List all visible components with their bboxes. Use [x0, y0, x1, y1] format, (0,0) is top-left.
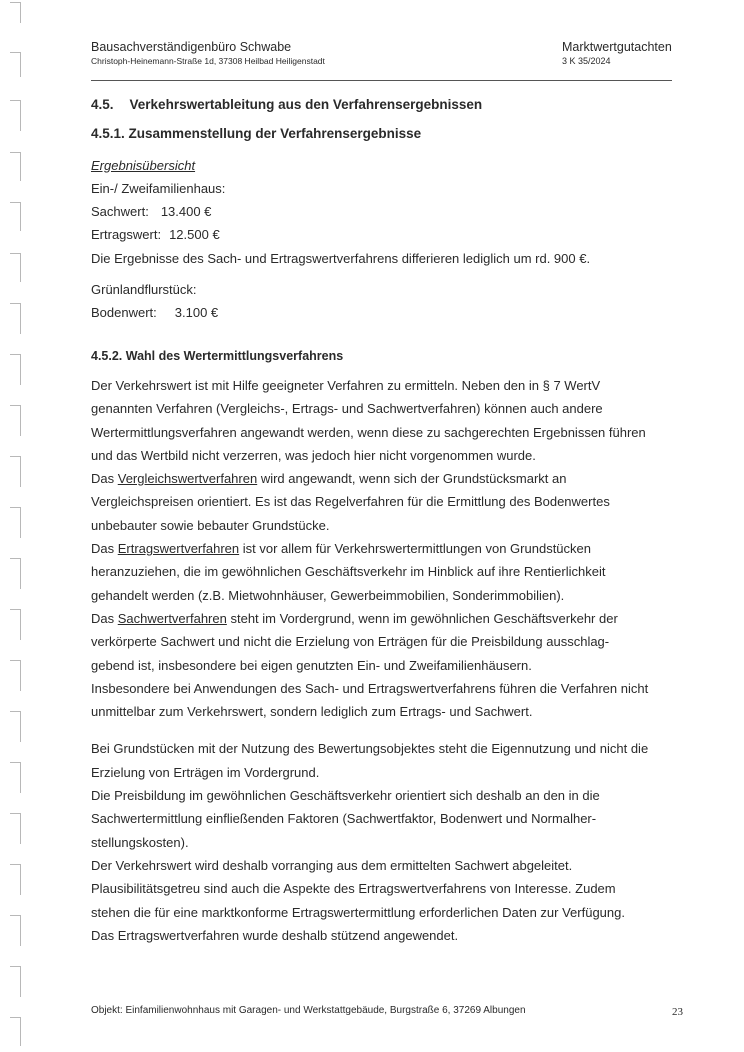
binder-mark — [10, 813, 21, 844]
binder-mark — [10, 609, 21, 640]
subsection-heading-2 — [91, 345, 691, 368]
document-type: Marktwertgutachten — [562, 40, 672, 54]
binder-mark — [10, 660, 21, 691]
text-line: gebend ist, insbesondere bei eigen genutzten Ein- und Zweifamilienhäusern. — [91, 657, 532, 673]
section-heading — [91, 93, 691, 116]
text-line: Der Verkehrswert ist mit Hilfe geeigneter Verfahren zu ermitteln. Neben den in § 7 WertV — [91, 377, 601, 393]
text-line: unbebauter sowie bebauter Grundstücke. — [91, 517, 330, 533]
binder-mark — [10, 711, 21, 742]
subsection-number: 4.5.2. — [91, 348, 123, 363]
binder-edge — [6, 0, 26, 1052]
binder-mark — [10, 303, 21, 334]
sachwert-label: Sachwert: — [91, 204, 149, 220]
text-line: Das Sachwertverfahren steht im Vordergrund, wenn im gewöhnlichen Geschäftsverkehr der — [91, 610, 618, 626]
text-line: unmittelbar zum Verkehrswert, sondern lediglich zum Ertrags- und Sachwert. — [91, 704, 533, 720]
text-line: stehen die für eine marktkonforme Ertragswertermittlung erforderlichen Daten zur Verfügung. — [91, 904, 625, 920]
subsection-number: 4.5.1. — [91, 126, 125, 142]
bodenwert-label: Bodenwert: — [91, 305, 157, 321]
subsection-title: Zusammenstellung der Verfahrensergebnisse — [128, 126, 422, 142]
binder-mark — [10, 1017, 21, 1046]
binder-mark — [10, 2, 21, 23]
binder-mark — [10, 966, 21, 997]
difference-note: Die Ergebnisse des Sach- und Ertragswertverfahrens differieren lediglich um rd. 900 €. — [91, 250, 591, 266]
text-line: Bei Grundstücken mit der Nutzung des Bewertungsobjektes steht die Eigennutzung und nicht die — [91, 741, 649, 757]
sachwert-value: 13.400 € — [160, 204, 212, 220]
text-line: heranzuziehen, die im gewöhnlichen Geschäftsverkehr im Hinblick auf ihre Rentierlichkeit — [91, 564, 606, 580]
text-line: Wertermittlungsverfahren angewandt werden, wenn diese zu sachgerechten Ergebnissen führen — [91, 424, 646, 440]
binder-mark — [10, 52, 21, 77]
binder-mark — [10, 405, 21, 436]
text-line: Erzielung von Erträgen im Vordergrund. — [91, 764, 320, 780]
page-header — [91, 40, 672, 81]
land-label: Grünlandflurstück: — [91, 282, 197, 298]
text-line: und das Wertbild nicht verzerren, was jedoch hier nicht vorgenommen wurde. — [91, 447, 536, 463]
text-line: Vergleichspreisen orientiert. Es ist das Regelverfahren für die Ermittlung des Bodenwertes — [91, 494, 610, 510]
term-ertragswertverfahren: Ertragswertverfahren — [117, 541, 240, 557]
subsection-heading-1 — [91, 122, 691, 145]
term-vergleichswertverfahren: Vergleichswertverfahren — [117, 471, 258, 487]
binder-mark — [10, 152, 21, 181]
text-line: verkörperte Sachwert und nicht die Erzielung von Erträgen für die Preisbildung ausschlag- — [91, 634, 610, 650]
ertragswert-value: 12.500 € — [169, 227, 220, 243]
office-name: Bausachverständigenbüro Schwabe — [91, 40, 292, 54]
text-line: Plausibilitätsgetreu sind auch die Aspekte des Ertragswertverfahrens von Interesse. Zudem — [91, 881, 616, 897]
text-line: genannten Verfahren (Vergleichs-, Ertrags- und Sachwertverfahren) können auch andere — [91, 401, 603, 417]
binder-mark — [10, 253, 21, 282]
house-label: Ein-/ Zweifamilienhaus: — [91, 180, 226, 196]
text-line: Das Ertragswertverfahren ist vor allem für Verkehrswertermittlungen von Grundstücken — [91, 541, 591, 557]
text-line: Insbesondere bei Anwendungen des Sach- und Ertragswertverfahrens führen die Verfahren nicht — [91, 680, 649, 696]
binder-mark — [10, 354, 21, 385]
office-address: Christoph-Heinemann-Straße 1d, 37308 Heilbad Heiligenstadt — [91, 56, 325, 66]
document-body — [91, 93, 691, 947]
text-line: Sachwertermittlung einfließenden Faktoren (Sachwertfaktor, Bodenwert und Normalher- — [91, 811, 597, 827]
bodenwert-value: 3.100 € — [174, 305, 219, 321]
text-line: stellungskosten). — [91, 834, 189, 850]
section-number: 4.5. — [91, 97, 114, 112]
footer-object: Objekt: Einfamilienwohnhaus mit Garagen- und Werkstattgebäude, Burgstraße 6, 37269 Albungen — [91, 1005, 526, 1016]
overview-label: Ergebnisübersicht — [91, 157, 196, 173]
file-number: 3 K 35/2024 — [562, 56, 611, 66]
page-number: 23 — [672, 1006, 683, 1018]
text-line: Das Vergleichswertverfahren wird angewandt, wenn sich der Grundstücksmarkt an — [91, 471, 567, 487]
sachwert-row — [91, 200, 691, 223]
binder-mark — [10, 762, 21, 793]
text-line: Der Verkehrswert wird deshalb vorranging aus dem ermittelten Sachwert abgeleitet. — [91, 857, 573, 873]
section-title: Verkehrswertableitung aus den Verfahrensergebnissen — [129, 97, 483, 112]
text-line: gehandelt werden (z.B. Mietwohnhäuser, Gewerbeimmobilien, Sonderimmobilien). — [91, 587, 565, 603]
ertragswert-label: Ertragswert: — [91, 227, 162, 243]
binder-mark — [10, 915, 21, 946]
binder-mark — [10, 864, 21, 895]
binder-mark — [10, 100, 21, 131]
bodenwert-row — [91, 301, 691, 324]
text-line: Die Preisbildung im gewöhnlichen Geschäftsverkehr orientiert sich deshalb an den in die — [91, 788, 600, 804]
binder-mark — [10, 202, 21, 231]
binder-mark — [10, 456, 21, 487]
subsection-title: Wahl des Wertermittlungsverfahrens — [125, 348, 344, 363]
binder-mark — [10, 558, 21, 589]
text-line: Das Ertragswertverfahren wurde deshalb stützend angewendet. — [91, 927, 459, 943]
ertragswert-row — [91, 223, 691, 246]
binder-mark — [10, 507, 21, 538]
term-sachwertverfahren: Sachwertverfahren — [117, 610, 227, 626]
